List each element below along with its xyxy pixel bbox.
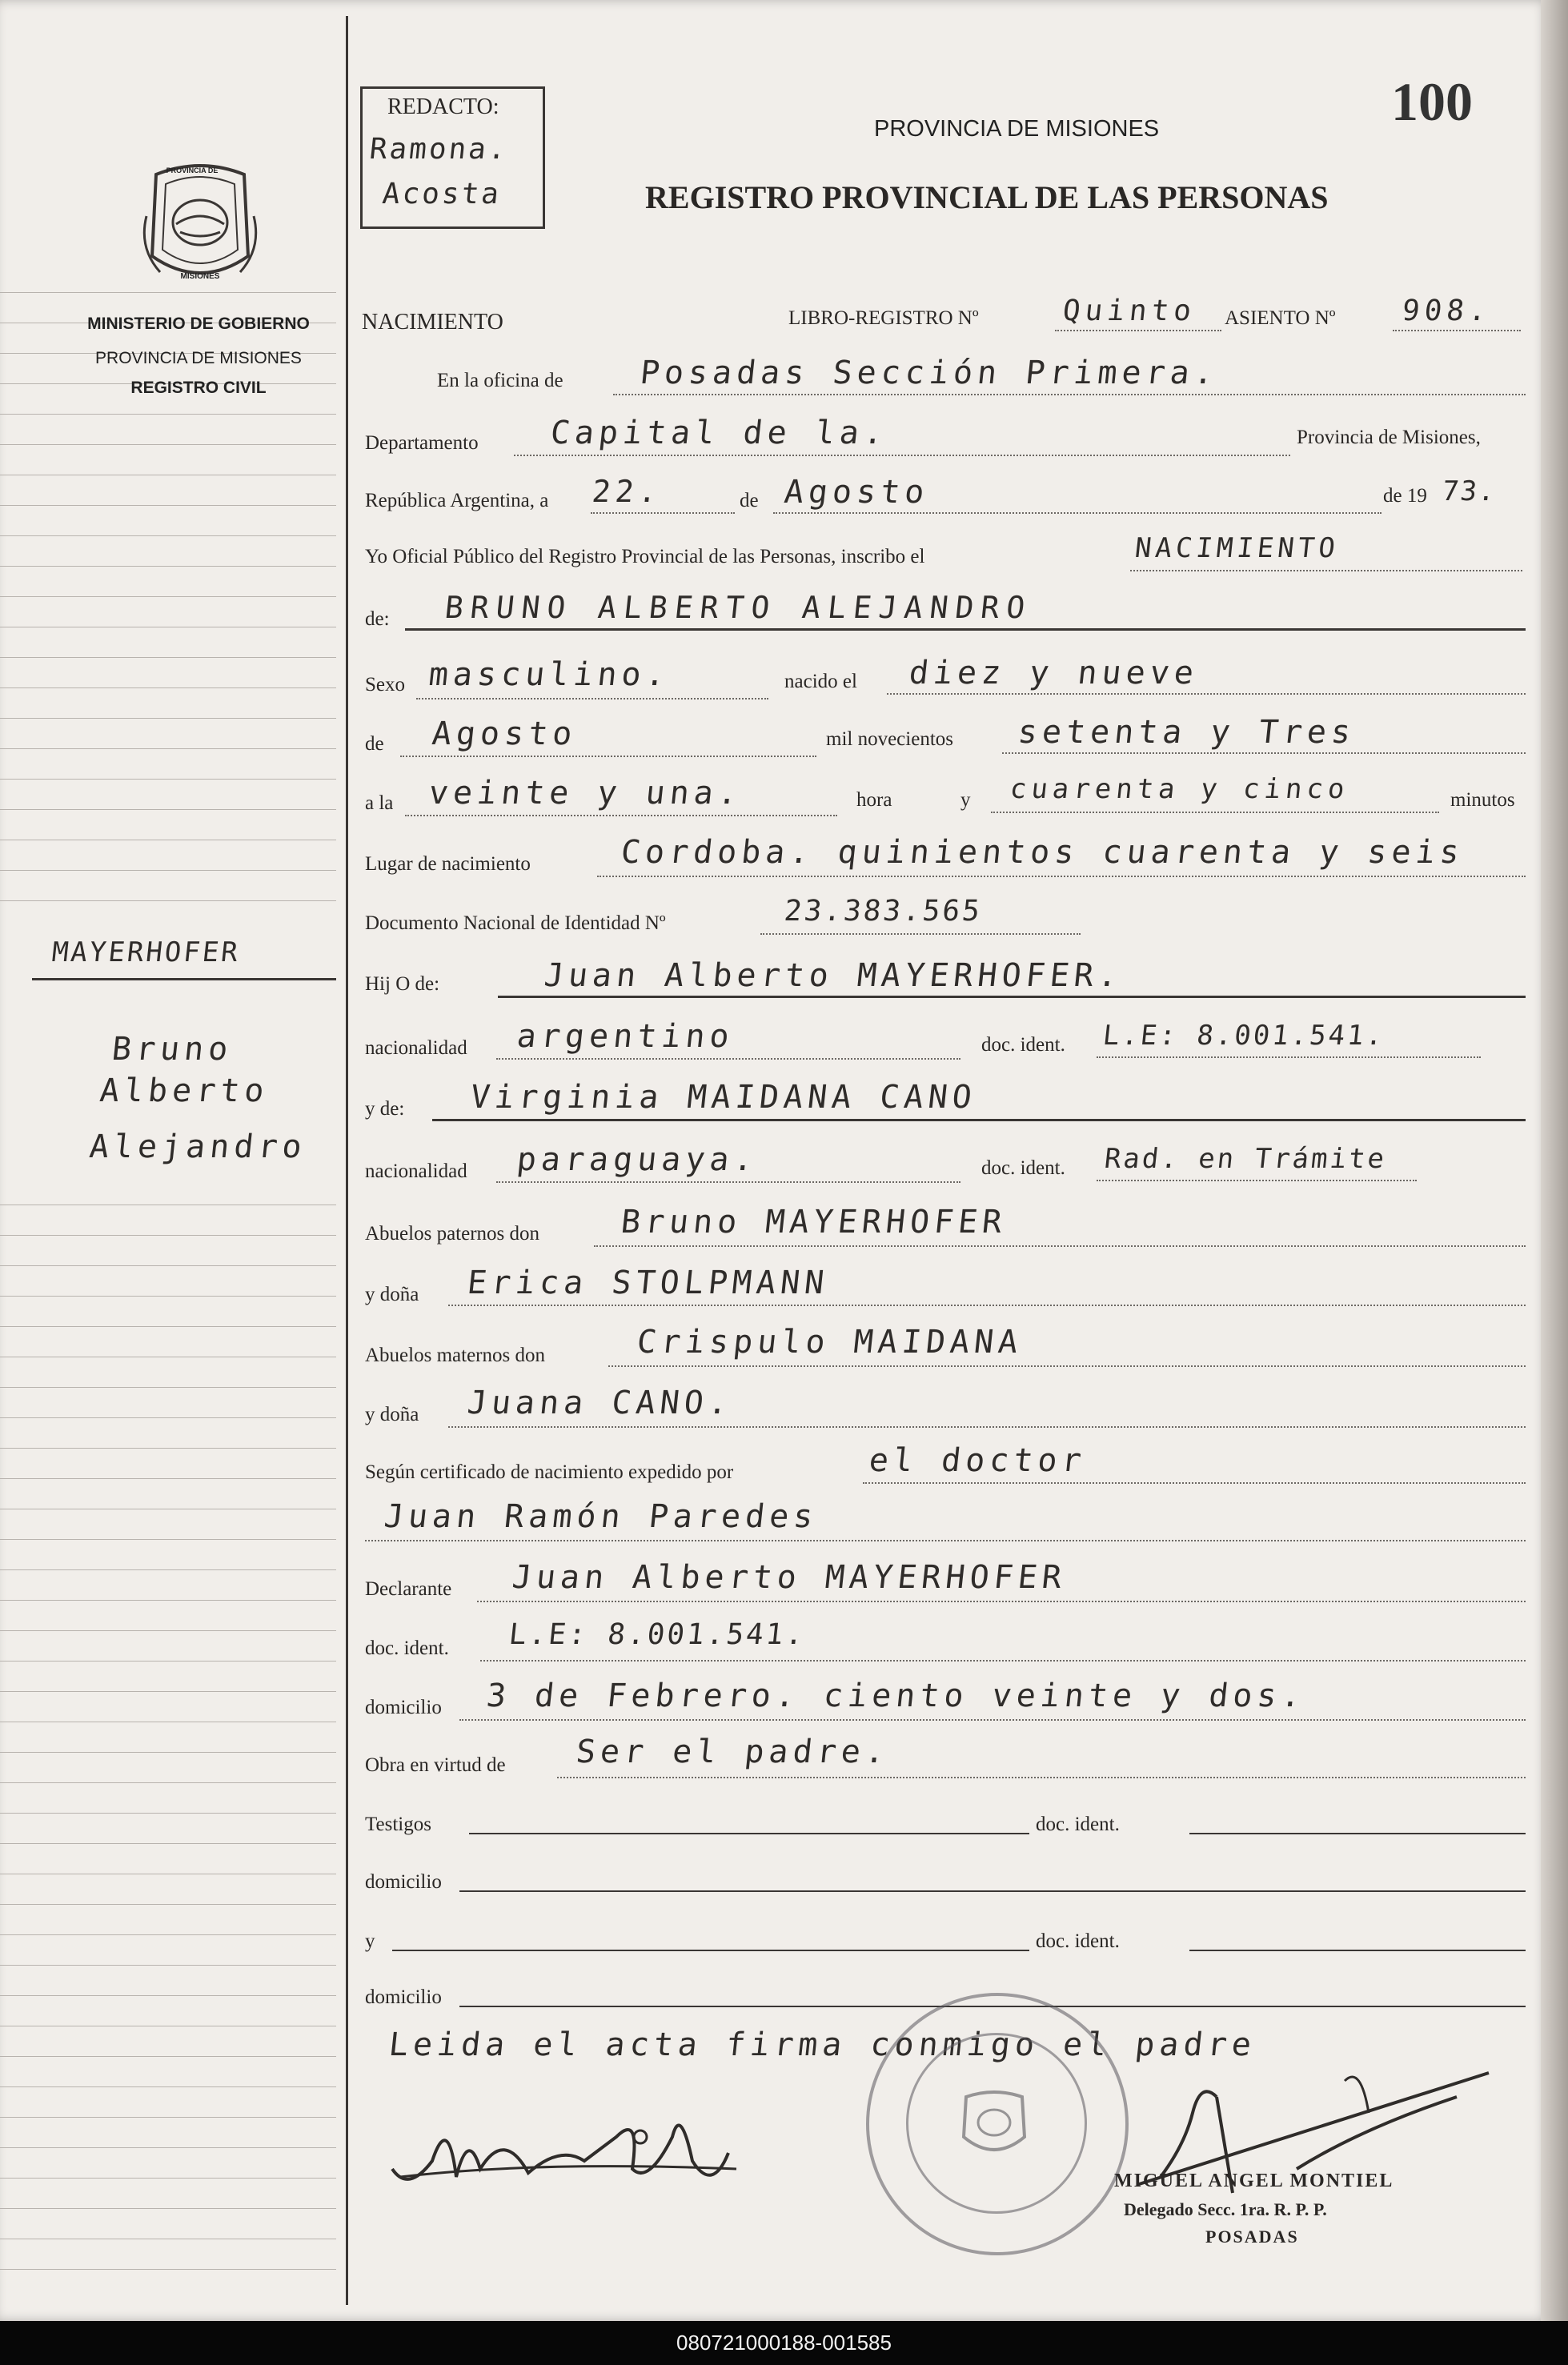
margin-ruled-line bbox=[0, 1965, 336, 1966]
label-testigos: Testigos bbox=[365, 1814, 431, 1835]
value-minutos: cuarenta y cinco bbox=[1008, 773, 1351, 805]
domicilio-line bbox=[459, 1719, 1526, 1721]
label-lugar: Lugar de nacimiento bbox=[365, 853, 531, 875]
margin-ruled-line bbox=[0, 1296, 336, 1297]
ministry-line-3: REGISTRO CIVIL bbox=[130, 379, 267, 397]
margin-ruled-line bbox=[0, 748, 336, 749]
abuelo-pat-line bbox=[594, 1245, 1526, 1247]
margin-ruled-line bbox=[0, 1569, 336, 1570]
value-anio: 73. bbox=[1440, 475, 1498, 507]
value-nacido-anio: setenta y Tres bbox=[1016, 714, 1357, 751]
nac-padre-line bbox=[496, 1058, 960, 1060]
margin-ruled-line bbox=[0, 1630, 336, 1631]
lugar-line bbox=[597, 876, 1526, 877]
value-abuelo-mat: Crispulo MAIDANA bbox=[635, 1324, 1025, 1361]
margin-ruled-line bbox=[0, 779, 336, 780]
margin-ruled-line bbox=[0, 292, 336, 293]
value-domicilio: 3 de Febrero. ciento veinte y dos. bbox=[484, 1678, 1308, 1714]
label-nacimiento: NACIMIENTO bbox=[362, 310, 503, 335]
label-mil-novecientos: mil novecientos bbox=[826, 728, 953, 750]
value-asiento: 908. bbox=[1400, 295, 1493, 327]
margin-ruled-line bbox=[0, 1934, 336, 1935]
margin-line bbox=[346, 16, 348, 2305]
doc-testigo-2-line bbox=[1189, 1950, 1526, 1951]
dni-line bbox=[760, 933, 1081, 935]
margin-ruled-line bbox=[0, 1600, 336, 1601]
label-sexo: Sexo bbox=[365, 674, 405, 695]
value-certificado-2: Juan Ramón Paredes bbox=[382, 1498, 820, 1535]
margin-ruled-line bbox=[0, 809, 336, 810]
margin-ruled-line bbox=[0, 2269, 336, 2270]
minutos-line bbox=[991, 812, 1439, 813]
ministry-line-1: MINISTERIO DE GOBIERNO bbox=[87, 315, 310, 333]
testigo-1-line bbox=[469, 1833, 1029, 1834]
label-obra: Obra en virtud de bbox=[365, 1754, 506, 1776]
value-doc-padre: L.E: 8.001.541. bbox=[1101, 1020, 1387, 1052]
margin-given-3: Alejandro bbox=[87, 1128, 309, 1165]
label-y-testigo-2: y bbox=[365, 1930, 375, 1952]
value-lugar: Cordoba. quinientos cuarenta y seis bbox=[619, 834, 1466, 871]
value-declarante: Juan Alberto MAYERHOFER bbox=[510, 1559, 1069, 1596]
margin-ruled-line bbox=[0, 596, 336, 597]
value-dni: 23.383.565 bbox=[782, 895, 984, 928]
margin-ruled-line bbox=[0, 414, 336, 415]
value-nacido-mes: Agosto bbox=[430, 716, 579, 752]
value-doc-madre: Rad. en Trámite bbox=[1102, 1143, 1389, 1175]
stamp-role: Delegado Secc. 1ra. R. P. P. bbox=[1124, 2199, 1327, 2219]
label-provincia: Provincia de Misiones, bbox=[1297, 427, 1481, 448]
ministry-line-2: PROVINCIA DE MISIONES bbox=[95, 349, 302, 367]
margin-ruled-line bbox=[0, 657, 336, 658]
label-departamento: Departamento bbox=[365, 432, 479, 454]
label-abuelos-maternos: Abuelos maternos don bbox=[365, 1345, 545, 1366]
doc-testigo-1-line bbox=[1189, 1833, 1526, 1834]
value-oficina: Posadas Sección Primera. bbox=[638, 355, 1221, 391]
margin-ruled-line bbox=[0, 1813, 336, 1814]
label-domicilio-testigo-1: domicilio bbox=[365, 1871, 442, 1893]
nacido-mes-line bbox=[400, 756, 816, 757]
margin-ruled-line bbox=[0, 444, 336, 445]
value-sexo: masculino. bbox=[427, 656, 672, 693]
asiento-line bbox=[1393, 330, 1521, 331]
label-nacido-el: nacido el bbox=[784, 671, 857, 692]
doc-padre-line bbox=[1097, 1056, 1481, 1058]
value-abuelo-pat: Bruno MAYERHOFER bbox=[619, 1204, 1009, 1241]
redacto-name-2: Acosta bbox=[380, 178, 503, 210]
label-y-de: y de: bbox=[365, 1098, 405, 1120]
page-edge bbox=[1541, 0, 1568, 2321]
nacido-dia-line bbox=[887, 693, 1526, 695]
label-republica: República Argentina, a bbox=[365, 490, 549, 511]
value-hora: veinte y una. bbox=[427, 775, 744, 812]
label-y-dona-pat: y doña bbox=[365, 1284, 419, 1305]
label-de-mes: de bbox=[740, 490, 759, 511]
label-hijo: Hij O de: bbox=[365, 973, 440, 995]
margin-ruled-line bbox=[0, 1478, 336, 1479]
certificado-line-2 bbox=[365, 1540, 1526, 1541]
margin-ruled-line bbox=[0, 1326, 336, 1327]
label-doc-declarante: doc. ident. bbox=[365, 1637, 449, 1659]
seal-bottom-text: MISIONES bbox=[180, 272, 220, 281]
value-nacido-dia: diez y nueve bbox=[907, 655, 1201, 691]
label-doc-testigo-1: doc. ident. bbox=[1036, 1814, 1120, 1835]
value-acto: NACIMIENTO bbox=[1133, 532, 1341, 564]
value-nac-madre: paraguaya. bbox=[515, 1141, 760, 1178]
stamp-city: POSADAS bbox=[1205, 2227, 1299, 2247]
mes-line bbox=[773, 512, 1382, 514]
margin-ruled-line bbox=[0, 687, 336, 688]
margin-surname: MAYERHOFER bbox=[50, 936, 242, 968]
label-dni: Documento Nacional de Identidad Nº bbox=[365, 912, 666, 934]
label-y-minutos: y bbox=[960, 789, 971, 811]
nombre-line bbox=[405, 628, 1526, 631]
acto-line bbox=[1130, 570, 1522, 571]
label-hora: hora bbox=[856, 789, 892, 811]
label-domicilio-testigo-2: domicilio bbox=[365, 1986, 442, 2008]
label-de-year: de 19 bbox=[1383, 485, 1427, 507]
margin-ruled-line bbox=[0, 1235, 336, 1236]
value-doc-declarante: L.E: 8.001.541. bbox=[507, 1618, 808, 1651]
madre-line bbox=[432, 1119, 1526, 1121]
margin-ruled-line bbox=[0, 505, 336, 506]
margin-given-2: Alberto bbox=[98, 1072, 271, 1109]
domicilio-testigo-1-line bbox=[459, 1890, 1526, 1892]
margin-ruled-line bbox=[0, 1843, 336, 1844]
label-asiento: ASIENTO Nº bbox=[1225, 307, 1336, 329]
margin-ruled-line bbox=[0, 1539, 336, 1540]
margin-ruled-line bbox=[0, 870, 336, 871]
abuela-mat-line bbox=[448, 1426, 1526, 1428]
value-libro: Quinto bbox=[1061, 295, 1198, 327]
doc-madre-line bbox=[1097, 1180, 1417, 1181]
declarant-signature-icon bbox=[376, 2081, 760, 2209]
certificado-line-1 bbox=[863, 1482, 1526, 1484]
margin-ruled-line bbox=[0, 2117, 336, 2118]
margin-ruled-line bbox=[0, 1417, 336, 1418]
margin-ruled-line bbox=[0, 566, 336, 567]
margin-surname-rule bbox=[32, 978, 336, 980]
label-libro: LIBRO-REGISTRO Nº bbox=[788, 307, 979, 329]
label-segun: Según certificado de nacimiento expedido por bbox=[365, 1461, 734, 1483]
stamp-name: MIGUEL ANGEL MONTIEL bbox=[1114, 2171, 1394, 2191]
margin-ruled-line bbox=[0, 900, 336, 901]
label-doc-madre: doc. ident. bbox=[981, 1157, 1065, 1179]
label-y-dona-mat: y doña bbox=[365, 1404, 419, 1425]
margin-ruled-line bbox=[0, 1782, 336, 1783]
stamp-seal-icon bbox=[954, 2089, 1034, 2161]
margin-ruled-line bbox=[0, 1265, 336, 1266]
seal-top-text: PROVINCIA DE bbox=[166, 166, 219, 174]
value-certificado-1: el doctor bbox=[867, 1442, 1089, 1479]
value-cierre: Leida el acta firma conmigo el padre bbox=[387, 2026, 1258, 2063]
margin-ruled-line bbox=[0, 2056, 336, 2057]
margin-ruled-line bbox=[0, 718, 336, 719]
libro-line bbox=[1055, 330, 1221, 331]
redacto-label: REDACTO: bbox=[387, 94, 499, 119]
margin-ruled-line bbox=[0, 1448, 336, 1449]
margin-ruled-line bbox=[0, 2178, 336, 2179]
document-title: REGISTRO PROVINCIAL DE LAS PERSONAS bbox=[645, 179, 1329, 215]
value-obra: Ser el padre. bbox=[574, 1734, 892, 1770]
margin-ruled-line bbox=[0, 2086, 336, 2087]
margin-ruled-line bbox=[0, 2147, 336, 2148]
label-abuelos-paternos: Abuelos paternos don bbox=[365, 1223, 540, 1245]
province-heading: PROVINCIA DE MISIONES bbox=[874, 116, 1160, 142]
padre-line bbox=[498, 996, 1526, 998]
value-nombre: BRUNO ALBERTO ALEJANDRO bbox=[443, 590, 1034, 625]
redacto-name-1: Ramona. bbox=[367, 133, 510, 166]
margin-ruled-line bbox=[0, 1752, 336, 1753]
value-abuela-pat: Erica STOLPMANN bbox=[465, 1265, 831, 1301]
archive-id-footer: 080721000188-001585 bbox=[0, 2321, 1568, 2365]
label-de-nombre: de: bbox=[365, 608, 390, 630]
value-dia: 22. bbox=[590, 474, 664, 509]
abuelo-mat-line bbox=[608, 1365, 1526, 1367]
margin-ruled-line bbox=[0, 1691, 336, 1692]
label-doc-padre: doc. ident. bbox=[981, 1034, 1065, 1056]
margin-ruled-line bbox=[0, 1387, 336, 1388]
label-oficina: En la oficina de bbox=[437, 370, 563, 391]
label-declarante: Declarante bbox=[365, 1578, 452, 1600]
nac-madre-line bbox=[496, 1181, 960, 1183]
label-a-la: a la bbox=[365, 792, 394, 814]
label-doc-testigo-2: doc. ident. bbox=[1036, 1930, 1120, 1952]
folio-number: 100 bbox=[1391, 71, 1473, 132]
value-abuela-mat: Juana CANO. bbox=[465, 1385, 735, 1421]
margin-ruled-line bbox=[0, 1661, 336, 1662]
obra-line bbox=[557, 1777, 1526, 1778]
label-domicilio: domicilio bbox=[365, 1697, 442, 1718]
label-de-nacido-mes: de bbox=[365, 733, 384, 755]
margin-ruled-line bbox=[0, 1995, 336, 1996]
value-departamento: Capital de la. bbox=[548, 415, 890, 451]
doc-declarante-line bbox=[480, 1660, 1526, 1662]
margin-ruled-line bbox=[0, 2208, 336, 2209]
label-yo-oficial: Yo Oficial Público del Registro Provincial de las Personas, inscribo el bbox=[365, 546, 925, 567]
margin-ruled-line bbox=[0, 535, 336, 536]
hora-line bbox=[405, 815, 837, 816]
testigo-2-line bbox=[392, 1950, 1029, 1951]
declarante-line bbox=[477, 1601, 1526, 1602]
value-padre: Juan Alberto MAYERHOFER. bbox=[542, 957, 1125, 994]
label-nacionalidad-madre: nacionalidad bbox=[365, 1160, 467, 1182]
sexo-line bbox=[416, 698, 768, 699]
dia-line bbox=[591, 512, 735, 514]
oficina-line bbox=[613, 394, 1526, 395]
value-nac-padre: argentino bbox=[515, 1018, 736, 1055]
label-minutos: minutos bbox=[1450, 789, 1515, 811]
value-mes: Agosto bbox=[782, 474, 931, 511]
nacido-anio-line bbox=[1002, 752, 1526, 754]
margin-ruled-line bbox=[0, 1904, 336, 1905]
value-madre: Virginia MAIDANA CANO bbox=[468, 1079, 979, 1116]
departamento-line bbox=[514, 455, 1290, 456]
margin-given-1: Bruno bbox=[110, 1031, 235, 1068]
abuela-pat-line bbox=[448, 1305, 1526, 1306]
label-nacionalidad-padre: nacionalidad bbox=[365, 1037, 467, 1059]
